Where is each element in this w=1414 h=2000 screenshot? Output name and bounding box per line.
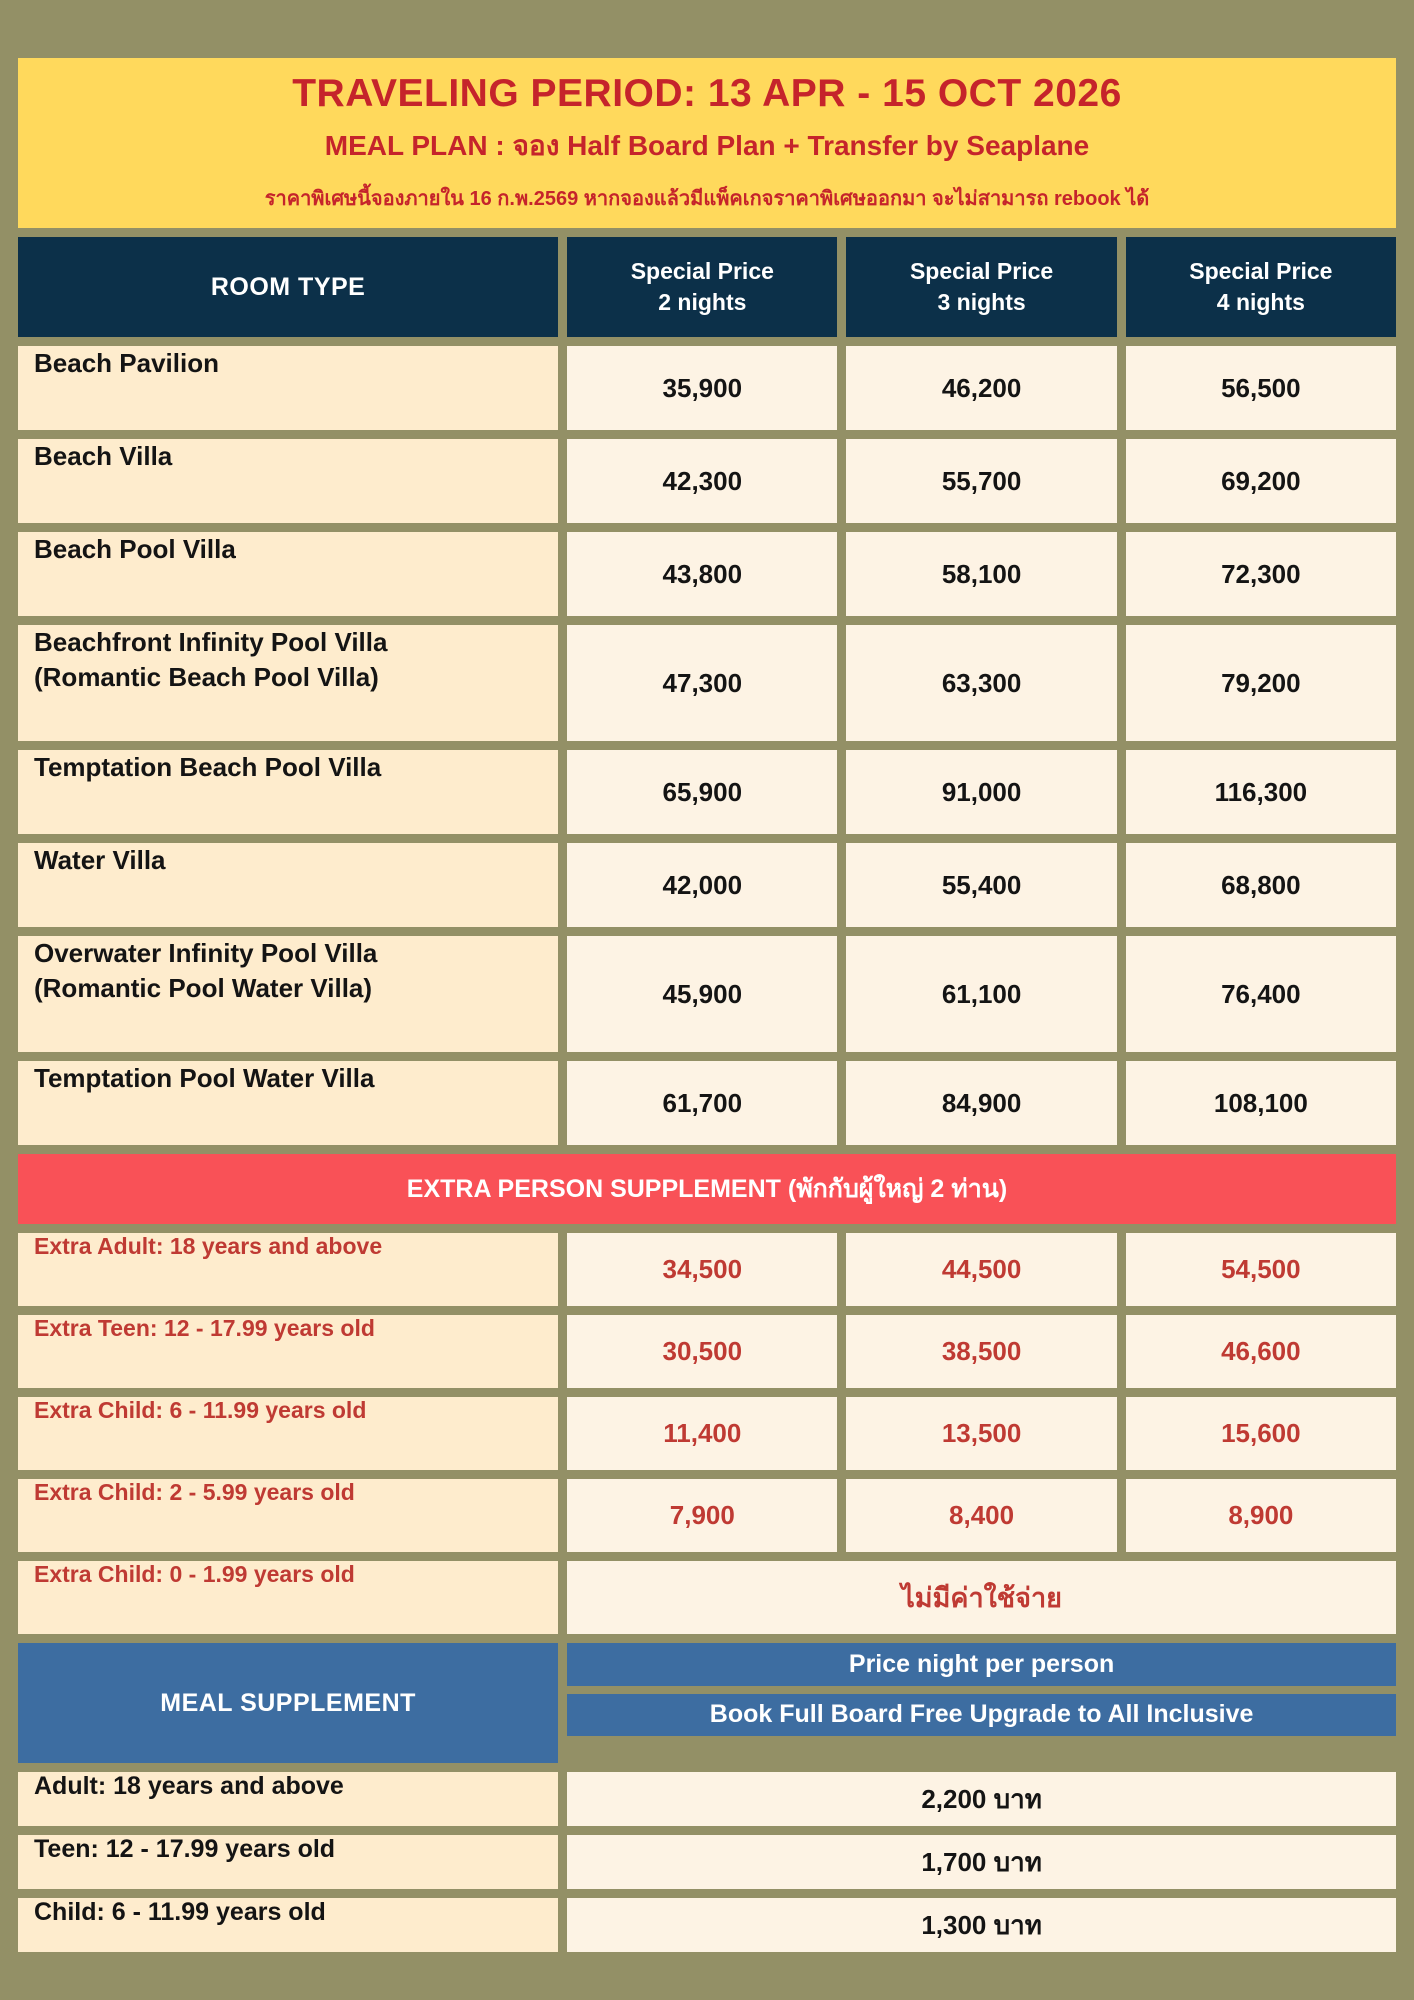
price-2n: 61,700 <box>567 1061 837 1145</box>
price-3n: 44,500 <box>846 1233 1116 1306</box>
room-name-cell: Beach Pool Villa <box>18 532 558 616</box>
room-name-cell: Beachfront Infinity Pool Villa (Romantic Beach Pool Villa) <box>18 625 558 741</box>
table-row <box>18 1315 1396 1388</box>
price-4n: 79,200 <box>1126 625 1396 741</box>
price-4n: 56,500 <box>1126 346 1396 430</box>
col-header-label: Special Price <box>630 257 774 284</box>
price-night-per-person-header: Price night per person <box>567 1643 1396 1686</box>
table-row <box>18 750 1396 834</box>
price-2n: 11,400 <box>567 1397 837 1470</box>
price-2n: 42,300 <box>567 439 837 523</box>
table-row <box>18 625 1396 741</box>
col-header-4-nights <box>1126 237 1396 337</box>
room-name-cell: Water Villa <box>18 843 558 927</box>
price-3n: 84,900 <box>846 1061 1116 1145</box>
price-3n: 63,300 <box>846 625 1116 741</box>
price-2n: 35,900 <box>567 346 837 430</box>
price-2n: 30,500 <box>567 1315 837 1388</box>
meal-label-cell: Child: 6 - 11.99 years old <box>18 1898 558 1952</box>
extra-label-cell: Extra Child: 0 - 1.99 years old <box>18 1561 558 1634</box>
price-2n: 42,000 <box>567 843 837 927</box>
price-3n: 13,500 <box>846 1397 1116 1470</box>
meal-price-cell: 1,300 บาท <box>567 1898 1396 1952</box>
table-row <box>18 1772 1396 1826</box>
meal-price-cell: 1,700 บาท <box>567 1835 1396 1889</box>
price-4n: 15,600 <box>1126 1397 1396 1470</box>
col-header-label: Special Price <box>909 257 1054 284</box>
col-header-nights: 2 nights <box>658 289 747 315</box>
extra-label-cell: Extra Child: 6 - 11.99 years old <box>18 1397 558 1470</box>
price-4n: 108,100 <box>1126 1061 1396 1145</box>
table-row <box>18 843 1396 927</box>
extra-label-cell: Extra Adult: 18 years and above <box>18 1233 558 1306</box>
booking-condition-note: ราคาพิเศษนี้จองภายใน 16 ก.พ.2569 หากจองแล้วมีแพ็คเกจราคาพิเศษออกมา จะไม่สามารถ rebook ได้ <box>264 188 1150 210</box>
price-4n: 8,900 <box>1126 1479 1396 1552</box>
price-3n: 61,100 <box>846 936 1116 1052</box>
price-2n: 47,300 <box>567 625 837 741</box>
price-3n: 55,700 <box>846 439 1116 523</box>
table-row <box>18 439 1396 523</box>
meal-supplement-header <box>18 1643 1396 1763</box>
price-2n: 34,500 <box>567 1233 837 1306</box>
price-2n: 7,900 <box>567 1479 837 1552</box>
price-4n: 116,300 <box>1126 750 1396 834</box>
price-4n: 72,300 <box>1126 532 1396 616</box>
meal-price-cell: 2,200 บาท <box>567 1772 1396 1826</box>
traveling-period-banner <box>18 58 1396 228</box>
price-4n: 68,800 <box>1126 843 1396 927</box>
price-2n: 43,800 <box>567 532 837 616</box>
price-4n: 76,400 <box>1126 936 1396 1052</box>
price-3n: 91,000 <box>846 750 1116 834</box>
meal-supplement-subheaders <box>567 1643 1396 1736</box>
meal-label-cell: Teen: 12 - 17.99 years old <box>18 1835 558 1889</box>
room-name-cell: Temptation Beach Pool Villa <box>18 750 558 834</box>
meal-plan-subtitle: MEAL PLAN : จอง Half Board Plan + Transfer by Seaplane <box>324 130 1090 161</box>
room-name-cell: Overwater Infinity Pool Villa (Romantic Pool Water Villa) <box>18 936 558 1052</box>
extra-label-cell: Extra Child: 2 - 5.99 years old <box>18 1479 558 1552</box>
col-header-2-nights <box>567 237 837 337</box>
free-of-charge-cell: ไม่มีค่าใช้จ่าย <box>567 1561 1396 1634</box>
room-type-header: ROOM TYPE <box>18 237 558 337</box>
table-row <box>18 346 1396 430</box>
price-4n: 46,600 <box>1126 1315 1396 1388</box>
table-row <box>18 1397 1396 1470</box>
extra-label-cell: Extra Teen: 12 - 17.99 years old <box>18 1315 558 1388</box>
price-3n: 55,400 <box>846 843 1116 927</box>
table-row <box>18 532 1396 616</box>
table-row <box>18 1835 1396 1889</box>
room-name-cell: Beach Villa <box>18 439 558 523</box>
price-3n: 38,500 <box>846 1315 1116 1388</box>
price-3n: 58,100 <box>846 532 1116 616</box>
table-row <box>18 1479 1396 1552</box>
table-row-free-infant <box>18 1561 1396 1634</box>
room-name-cell: Beach Pavilion <box>18 346 558 430</box>
price-2n: 65,900 <box>567 750 837 834</box>
col-header-label: Special Price <box>1189 257 1333 284</box>
table-row <box>18 1061 1396 1145</box>
price-4n: 69,200 <box>1126 439 1396 523</box>
extra-person-supplement-banner: EXTRA PERSON SUPPLEMENT (พักกับผู้ใหญ่ 2 ท่าน) <box>18 1154 1396 1224</box>
col-header-3-nights <box>846 237 1116 337</box>
price-4n: 54,500 <box>1126 1233 1396 1306</box>
meal-supplement-title: MEAL SUPPLEMENT <box>18 1643 558 1763</box>
col-header-nights: 4 nights <box>1216 289 1305 315</box>
table-row <box>18 1898 1396 1952</box>
traveling-period-title: TRAVELING PERIOD: 13 APR - 15 OCT 2026 <box>292 72 1122 115</box>
col-header-nights: 3 nights <box>937 289 1026 315</box>
table-row <box>18 1233 1396 1306</box>
full-board-upgrade-header: Book Full Board Free Upgrade to All Inclusive <box>567 1694 1396 1737</box>
price-3n: 46,200 <box>846 346 1116 430</box>
price-3n: 8,400 <box>846 1479 1116 1552</box>
room-name-cell: Temptation Pool Water Villa <box>18 1061 558 1145</box>
price-2n: 45,900 <box>567 936 837 1052</box>
table-header-row <box>18 237 1396 337</box>
table-row <box>18 936 1396 1052</box>
meal-label-cell: Adult: 18 years and above <box>18 1772 558 1826</box>
